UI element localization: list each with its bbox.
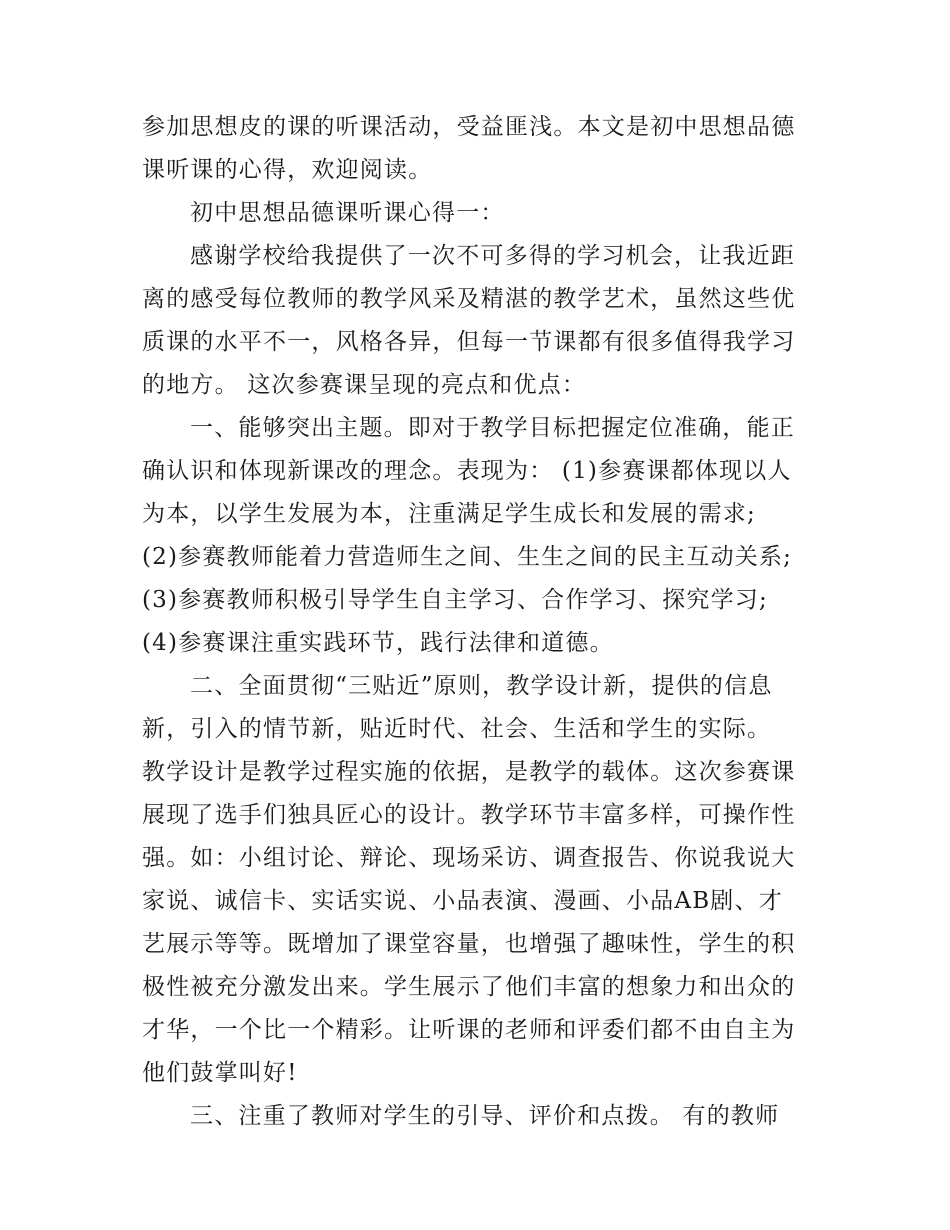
text-line: 二、全面贯彻“三贴近”原则，教学设计新，提供的信息 xyxy=(190,673,773,699)
text-line: 他们鼓掌叫好! xyxy=(142,1060,298,1086)
text-line: 家说、诚信卡、实话实说、小品表演、漫画、小品AB剧、才 xyxy=(142,888,783,914)
text-line: 强。如：小组讨论、辩论、现场采访、调查报告、你说我说大 xyxy=(142,845,796,871)
text-line: 艺展示等等。既增加了课堂容量，也增强了趣味性，学生的积 xyxy=(142,931,796,957)
text-line: 为本，以学生发展为本，注重满足学生成长和发展的需求; xyxy=(142,501,756,527)
text-line: 质课的水平不一，风格各异，但每一节课都有很多值得我学习 xyxy=(142,329,796,355)
text-line: 教学设计是教学过程实施的依据，是教学的载体。这次参赛课 xyxy=(142,759,796,785)
text-line: 确认识和体现新课改的理念。表现为： (1)参赛课都体现以人 xyxy=(142,458,792,484)
text-line: (3)参赛教师积极引导学生自主学习、合作学习、探究学习; xyxy=(142,587,768,613)
text-line: 初中思想品德课听课心得一： xyxy=(190,200,505,226)
text-line: (4)参赛课注重实践环节，践行法律和道德。 xyxy=(142,630,614,656)
text-line: 课听课的心得，欢迎阅读。 xyxy=(142,157,433,183)
text-line: 展现了选手们独具匠心的设计。教学环节丰富多样，可操作性 xyxy=(142,802,796,828)
text-line: 才华，一个比一个精彩。让听课的老师和评委们都不由自主为 xyxy=(142,1017,796,1043)
text-line: 参加思想皮的课的听课活动，受益匪浅。本文是初中思想品德 xyxy=(142,114,796,140)
text-line: 极性被充分激发出来。学生展示了他们丰富的想象力和出众的 xyxy=(142,974,796,1000)
text-line: 感谢学校给我提供了一次不可多得的学习机会，让我近距 xyxy=(190,243,795,269)
text-line: 新，引入的情节新，贴近时代、社会、生活和学生的实际。 xyxy=(142,716,772,742)
text-line: (2)参赛教师能着力营造师生之间、生生之间的民主互动关系; xyxy=(142,544,793,570)
text-line: 一、能够突出主题。即对于教学目标把握定位准确，能正 xyxy=(190,415,795,441)
text-line: 三、注重了教师对学生的引导、评价和点拨。 有的教师 xyxy=(190,1103,780,1129)
text-line: 离的感受每位教师的教学风采及精湛的教学艺术，虽然这些优 xyxy=(142,286,796,312)
document-body xyxy=(142,106,814,1138)
text-line: 的地方。 这次参赛课呈现的亮点和优点： xyxy=(142,372,587,398)
